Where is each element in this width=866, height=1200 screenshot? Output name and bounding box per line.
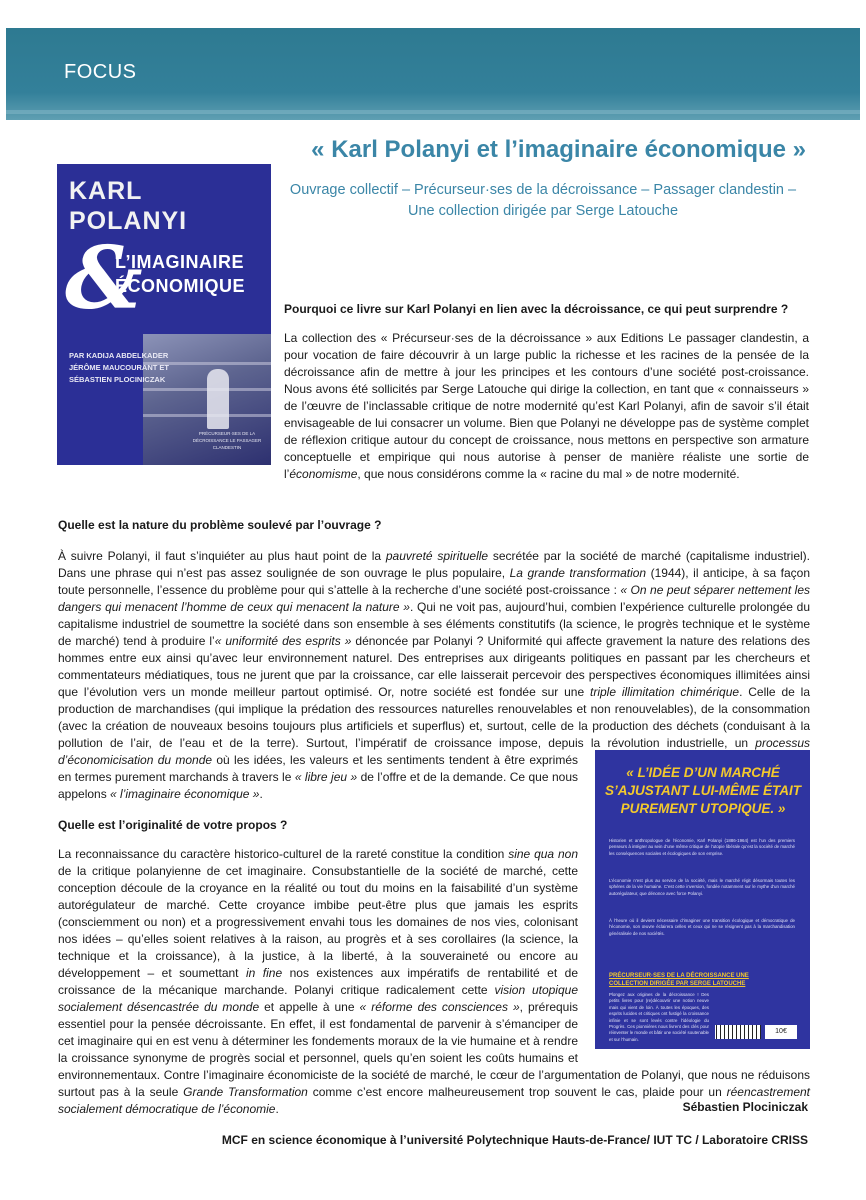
back-cover-para-1: Historien et anthropologue de l’économie, Karl Polanyi (1886-1964) est l’un des premiers penseurs à intégrer au sein d’une même critique de l’utopie libérale qu’est la société de marché les conséquences sociales et écologiques de son emprise. (609, 838, 795, 856)
article-subtitle: Ouvrage collectif – Précurseur·ses de la décroissance – Passager clandestin – Une collection dirigée par Serge Latouche (289, 182, 797, 219)
cover-ampersand: & (65, 228, 143, 329)
question-3: Quelle est l’originalité de votre propos ? (58, 818, 288, 832)
back-cover-para-2: L’économie n’est plus au service de la société, mais le marché régit désormais toutes les sphères de la vie humaine. C’est cette inversion, fondée notamment sur le mythe d’un marché autorégulateur, que dénonce avec force Polanyi. (609, 878, 795, 896)
back-cover-collection: PRÉCURSEUR·SES DE LA DÉCROISSANCE UNE COLLECTION DIRIGÉE PAR SERGE LATOUCHE (609, 973, 749, 987)
question-1: Pourquoi ce livre sur Karl Polanyi en lien avec la décroissance, ce qui peut surprendre ? (284, 302, 789, 316)
section-label: FOCUS (64, 61, 137, 83)
question-2: Quelle est la nature du problème soulevé par l’ouvrage ? (58, 518, 382, 532)
cover-title-top: KARL POLANYI (69, 177, 188, 235)
price-tag: 10€ (765, 1025, 797, 1039)
back-cover-para-3: À l’heure où il devient nécessaire d’imaginer une transition écologique et démocratique de l’économie, son œuvre éclairera celles et ceux qui ne se résignent pas à la marchandisation généralisée de nos sociétés. (609, 918, 795, 936)
cover-authors: PAR KADIJA ABDELKADER JÉRÔME MAUCOURANT ET SÉBASTIEN PLOCINICZAK (69, 351, 170, 384)
barcode (715, 1025, 761, 1039)
author-name: Sébastien Plociniczak (682, 1100, 808, 1114)
answer-1: La collection des « Précurseur·ses de la décroissance » aux Editions Le passager clandestin, a pour vocation de faire découvrir à un large public la richesse et les racines de la pensée de la décroissance afin de mettre à jour les principes et les contours d’une société post-croissance. Nous avons été sollicités par Serge Latouche qui dirige la collection, en tant que « connaisseurs » de l’œuvre de l’inclassable critique de notre modernité qu’est Karl Polanyi, afin de savoir s’il était envisageable de lui consacrer un volume. Bien que Polanyi ne développe pas de système complet de réflexion critique autour du concept de croissance, nous mettons en perspective son armature conceptuelle et empirique qui nous autorise à penser de manière réaliste une sortie de l’économisme, que nous considérons comme la « racine du mal » de notre modernité. (284, 331, 809, 481)
book-cover-front (57, 164, 271, 465)
header-stripe (6, 110, 860, 114)
author-affiliation: MCF en science économique à l’université Polytechnique Hauts-de-France/ IUT TC / Laboratoire CRISS (221, 1133, 808, 1147)
cover-collection: PRÉCURSEUR·SES DE LA DÉCROISSANCE LE PASSAGER CLANDESTIN (192, 431, 262, 450)
back-cover-quote: « L’IDÉE D’UN MARCHÉ S’AJUSTANT LUI-MÊME ÉTAIT PUREMENT UTOPIQUE. » (605, 765, 801, 816)
cover-title-bottom: L’IMAGINAIRE ÉCONOMIQUE (115, 252, 246, 296)
back-cover-para-4: Plongez aux origines de la décroissance ! Des petits livres pour (re)découvrir une notion neuve mais qui vient de loin. À toutes les époques, des esprits lucides et critiques ont fustigé la croissance infinie et se sont levés contre l’idéologie du Progrès. Ces pionnières nous livrent des clés pour réinventer le monde et bâtir une société soutenable et sur l’humain. (609, 992, 709, 1042)
focus-header-banner (6, 28, 860, 120)
cover-figure (207, 369, 229, 429)
answer-2: À suivre Polanyi, il faut s’inquiéter au plus haut point de la pauvreté spirituelle secrétée par la société de marché (capitalisme industriel). Dans une phrase qui n’est pas assez soulignée de son ouvrage le plus populaire, La grande transformation (1944), il anticipe, à sa façon toute personnelle, l’essence du problème pour qui s’attelle à la recherche d’une société post-croissance : « On ne peut séparer nettement les dangers qui menacent l’homme de ceux qui menacent la nature ». Qui ne voit pas, aujourd’hui, combien l’expérience culturelle prolongée du capitalisme industriel de soumettre la société dans son ensemble à ses éléments constitutifs (la science, le progrès technique et le système de marché) tend à produire l’« uniformité des esprits » dénoncée par Polanyi ? Uniformité qui affecte gravement la nature des relations des hommes entre eux ainsi qu’avec leur environnement naturel. Des entreprises aux dirigeants politiques en passant par les chercheurs et commentateurs médiatiques, tous ne jurent que par la croissance, car elle laisserait percevoir des perspectives économiques illimitées ainsi que l’évolution vers un monde meilleur partout optimisé. Or, notre société est fondée sur une triple illimitation chimérique. Celle de la production de marchandises (qui implique la prédation des ressources naturelles renouvelables et non renouvelables), de la consommation (avec la création de nouveaux besoins toujours plus artificiels et superflus) et, surtout, celle de la production des déchets (conduisant à la pollution de l’air, de l’eau et de la terre). Surtout, l’impératif de croissance impose, depuis la révolution industrielle, un processus d’économicisation du monde où les idées, les valeurs et les sentiments tendent à être exprimés en termes purement marchands à travers le « libre jeu » de l’offre et de la demande. Ce que nous appelons « l’imaginaire économique ». (58, 549, 811, 801)
article-title: « Karl Polanyi et l’imaginaire économique » (311, 136, 806, 163)
answer-3: La reconnaissance du caractère historico-culturel de la rareté constitue la condition sine qua non de la critique polanyienne de cet imaginaire. Consubstantielle de la société de marché, cette conception découle de la croyance en la réalité ou tout du moins en la faisabilité d’un système autorégulateur de marché. Cette croyance imbibe peut-être plus que jamais les esprits (consciemment ou non) et a progressivement envahi tous les domaines de nos vies, colonisant nos idées – qu’elles soient relatives à la raison, au progrès et à ses corollaires (la science, la technique et la croissance), à la justice, à la liberté, à la souveraineté ou encore au développement – et soumettant in fine nos existences aux impératifs de rentabilité et de croissance de la mécanique marchande. Polanyi critique radicalement cette vision utopique socialement désencastrée du monde et appelle à une « réforme des consciences », prérequis essentiel pour la pensée décroissante. En effet, il est fondamental de parvenir à s’émanciper de cet imaginaire qui en est venu à déterminer les fondements moraux de la vie humaine et à rendre la croissance synonyme de progrès social et personnel, quels qu’en soient les coûts humains et environnementaux. Contre l’imaginaire économiciste de la société de marché, le cœur de l’argumentation de Polanyi, que nous ne réduisons surtout pas à la seule Grande Transformation comme c’est encore malheureusement trop souvent le cas, plaide pour un réencastrement socialement démocratique de l’économie. (58, 847, 810, 1116)
book-cover-back (595, 750, 810, 1049)
